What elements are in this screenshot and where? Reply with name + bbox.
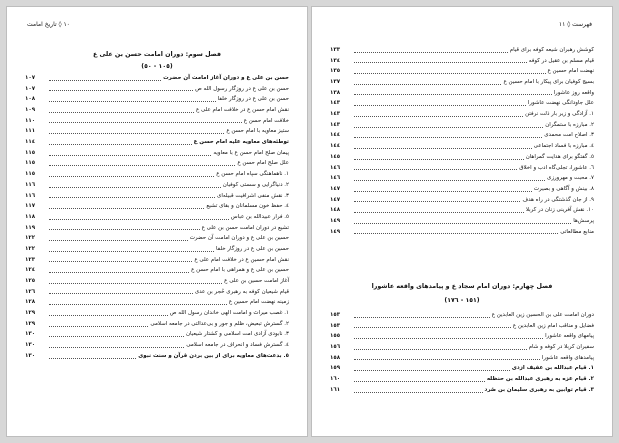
toc-entry-title: پیامدهای واقعه عاشورا: [541, 354, 594, 361]
dot-leader: [49, 196, 215, 198]
dot-leader: [354, 358, 540, 360]
dot-leader: [354, 147, 532, 149]
toc-entry: [330, 77, 594, 88]
toc-entry-page-number: ١٣٠: [25, 331, 36, 338]
toc-entry-page-number: ١٢٥: [25, 278, 36, 285]
toc-entry-page-number: ١١٦: [25, 181, 36, 188]
toc-entry-title: ١٠. نقش آفرینی زنان در کربلا: [525, 207, 594, 214]
toc-entry-page-number: ١١٦: [25, 192, 36, 199]
toc-entry: [25, 73, 289, 84]
toc-entry-page-number: ١٤٩: [330, 217, 341, 224]
toc-entry-page-number: ١٥٦: [330, 344, 341, 351]
toc-entry: [25, 319, 289, 330]
toc-entry: [330, 195, 594, 206]
toc-entry-page-number: ١٤٧: [330, 196, 341, 203]
dot-leader: [354, 232, 558, 234]
toc-entry-page-number: ١٣٠: [25, 342, 36, 349]
left-section-range: (١٠٥ - ٥٠): [141, 63, 173, 70]
toc-entry-title: نقش امام حسین ع در خلافت امام علی ع: [194, 256, 289, 263]
toc-entry-title: ٩. از جان گذشتگی در راه هدف: [522, 196, 594, 203]
toc-entry-page-number: ١٢٣: [25, 256, 36, 263]
toc-entry-page-number: ١٠٩: [25, 107, 36, 114]
toc-entry-page-number: ١٣٨: [330, 89, 341, 96]
toc-entry-title: کوشش رهبران شیعه کوفه برای قیام: [509, 46, 594, 53]
dot-leader: [354, 369, 510, 371]
toc-entry-title: ١. ناهماهنگی سپاه امام حسن ع: [216, 171, 289, 178]
toc-entry-title: پیمان صلح امام حسن ع با معاویه: [213, 149, 289, 156]
toc-entry-page-number: ١٤٥: [330, 153, 341, 160]
toc-entry-page-number: ١٤٦: [330, 175, 341, 182]
toc-entry-title: حسین بن علی ع در روزگار خلفا: [215, 245, 289, 252]
toc-entry-title: دوران امامت علی بن الحسین زین العابدین ع: [491, 311, 594, 318]
dot-leader: [49, 132, 224, 134]
dot-leader: [49, 218, 229, 220]
toc-entry-page-number: ١٤٧: [330, 185, 341, 192]
toc-entry-page-number: ١٥٩: [330, 365, 341, 372]
toc-entry-page-number: ١٤٤: [330, 143, 341, 150]
toc-entry: [25, 169, 289, 180]
toc-entry-page-number: ١٤٩: [330, 228, 341, 235]
toc-entry: [25, 137, 289, 148]
toc-entry-title: سفیران کربلا در کوفه و شام: [528, 344, 594, 351]
toc-entry: [25, 308, 289, 319]
toc-entry-title: فضایل و مناقب امام زین العابدین ع: [512, 322, 594, 329]
toc-entry-page-number: ١٤٤: [330, 132, 341, 139]
toc-entry-page-number: ١٥٣: [330, 322, 341, 329]
toc-entry-page-number: ١٠٧: [25, 85, 36, 92]
toc-entry: [330, 216, 594, 227]
toc-entry: [25, 330, 289, 341]
toc-entry: [25, 351, 289, 362]
dot-leader: [354, 104, 526, 106]
toc-entry-page-number: ١٦١: [330, 386, 341, 393]
toc-entry-title: ٢. گسترش تبعیض، ظلم و جور و بی‌عدالتی در جامعه اسلامی: [150, 320, 289, 327]
toc-entry-page-number: ١٢٩: [25, 310, 36, 317]
toc-entry-title: ٢. قیام عزه به رهبری عبدالله بن حنظله: [486, 376, 594, 383]
toc-entry-page-number: ١٢٢: [25, 235, 36, 242]
dot-leader: [354, 316, 490, 318]
toc-entry-page-number: ١٤٦: [330, 164, 341, 171]
dot-leader: [49, 143, 192, 145]
toc-entry-title: ٢. دنیاگرایی و سستی کوفیان: [222, 181, 289, 188]
toc-entry: [25, 340, 289, 351]
dot-leader: [49, 346, 184, 348]
toc-entry-title: ٥. بدعت‌های معاویه برای از بین بردن قرآن و سنت نبوی: [138, 352, 289, 359]
toc-entry-title: آغاز امامت حسین بن علی ع: [224, 278, 289, 285]
toc-entry: [330, 141, 594, 152]
toc-entry-title: ٣. نابودی آزادی امت اسلامی و کشتار شیعیان: [185, 331, 289, 338]
toc-entry: [25, 159, 289, 170]
dot-leader: [354, 211, 524, 213]
toc-entry-title: ٢. مبارزه با ستمگران: [545, 121, 594, 128]
toc-entry-page-number: ١٣٠: [25, 352, 36, 359]
dot-leader: [49, 228, 200, 230]
toc-entry-title: خلافت امام حسن ع: [243, 117, 289, 124]
toc-entry-title: قیام شیعیان کوفه به رهبری حُجر بن عدی: [194, 288, 289, 295]
toc-entry-title: ٤. مبارزه با فساد اجتماعی: [533, 143, 594, 150]
dot-leader: [354, 179, 545, 181]
toc-entry-page-number: ١٥٨: [330, 354, 341, 361]
dot-leader: [354, 380, 485, 382]
toc-entry: [25, 201, 289, 212]
toc-entry-page-number: ١٠٧: [25, 74, 36, 81]
toc-entry-page-number: ١٥٣: [330, 311, 341, 318]
dot-leader: [354, 158, 524, 160]
toc-entry-title: زمینه نهضت امام حسین ع: [228, 299, 289, 306]
toc-entry-page-number: ١٥٥: [330, 333, 341, 340]
dot-leader: [49, 271, 189, 273]
left-toc-list: [25, 73, 289, 362]
toc-entry-title: قیام مسلم بن عقیل در کوفه: [528, 57, 594, 64]
toc-entry-title: علل صلح امام حسن ع: [237, 160, 289, 167]
dot-leader: [354, 190, 532, 192]
dot-leader: [354, 51, 508, 53]
toc-entry: [25, 105, 289, 116]
toc-entry: [25, 233, 289, 244]
toc-entry-title: ٤. گسترش فساد و انحراف در جامعه اسلامی: [186, 342, 289, 349]
toc-entry-title: پرسش‌ها: [573, 217, 594, 224]
toc-entry: [25, 212, 289, 223]
dot-leader: [354, 168, 517, 170]
toc-entry-title: بسیج کوفیان برای پیکار با امام حسین ع: [503, 79, 594, 86]
dot-leader: [49, 303, 227, 305]
toc-entry: [25, 255, 289, 266]
left-page-header: ١٠ ◊ تاریخ امامت: [27, 21, 70, 28]
toc-entry: [25, 191, 289, 202]
toc-entry: [330, 66, 594, 77]
dot-leader: [354, 72, 546, 74]
toc-entry-title: ٣. قیام توابین به رهبری سلیمان بن صُرد: [484, 386, 594, 393]
toc-entry-title: حسین بن علی ع و دوران امامت آن حضرت: [189, 235, 289, 242]
toc-entry-page-number: ١٣٧: [330, 79, 341, 86]
toc-entry-page-number: ١١٨: [25, 213, 36, 220]
toc-entry-title: نهضت امام حسین ع: [547, 68, 594, 75]
toc-entry-title: تشیع در دوران امامت حسن بن علی ع: [201, 224, 289, 231]
toc-entry-page-number: ١٤٣: [330, 121, 341, 128]
toc-entry: [330, 310, 594, 321]
dot-leader: [354, 337, 543, 339]
toc-entry-title: ١. آزادگی و زیر بار ذلت نرفتن: [525, 111, 594, 118]
right-toc-list-bottom: [330, 310, 594, 396]
toc-entry: [330, 163, 594, 174]
dot-leader: [354, 348, 527, 350]
dot-leader: [354, 61, 527, 63]
toc-entry-page-number: ١٣٥: [330, 68, 341, 75]
toc-entry-title: منابع مطالعاتی: [560, 228, 594, 235]
toc-entry-page-number: ١١٩: [25, 224, 36, 231]
toc-entry-page-number: ١٤٨: [330, 207, 341, 214]
toc-entry-title: توطئه‌های معاویه علیه امام حسن ع: [193, 139, 289, 146]
dot-leader: [49, 111, 194, 113]
toc-entry: [330, 45, 594, 56]
right-section-title: فصل چهارم: دوران امام سجاد ع و پیامدهای واقعه عاشورا: [371, 283, 553, 290]
toc-entry-page-number: ١٠٨: [25, 96, 36, 103]
dot-leader: [49, 121, 242, 123]
toc-entry: [25, 180, 289, 191]
dot-leader: [49, 154, 211, 156]
toc-entry-title: ١. غصب میراث و امامت الهی خاندان رسول الله ص: [169, 310, 289, 317]
toc-entry: [25, 116, 289, 127]
toc-entry: [330, 173, 594, 184]
toc-entry: [330, 353, 594, 364]
dot-leader: [49, 175, 214, 177]
toc-entry: [330, 56, 594, 67]
toc-entry-title: پیامهای واقعه عاشورا: [545, 333, 594, 340]
toc-entry: [330, 131, 594, 142]
dot-leader: [49, 357, 136, 359]
dot-leader: [49, 260, 192, 262]
toc-entry-page-number: ١٢٢: [25, 245, 36, 252]
dot-leader: [49, 292, 193, 294]
toc-entry-page-number: ١٦٠: [330, 376, 341, 383]
toc-entry-title: علل جاودانگی نهضت عاشورا: [527, 100, 594, 107]
toc-entry-page-number: ١٣٣: [330, 46, 341, 53]
right-toc-list-top: [330, 45, 594, 237]
toc-entry-page-number: ١١٥: [25, 171, 36, 178]
toc-entry: [330, 342, 594, 353]
toc-entry-page-number: ١٢٦: [25, 288, 36, 295]
dot-leader: [49, 239, 188, 241]
toc-entry: [330, 331, 594, 342]
toc-entry: [330, 227, 594, 238]
toc-entry-title: حسن بن علی ع در روزگار خلفا: [217, 96, 289, 103]
toc-entry-title: ٣. نقش منفی اشرافیت قبیله‌ای: [217, 192, 289, 199]
toc-entry: [330, 374, 594, 385]
toc-entry: [330, 321, 594, 332]
dot-leader: [49, 207, 204, 209]
toc-entry-page-number: ١١٥: [25, 149, 36, 156]
toc-entry-page-number: ١١٥: [25, 160, 36, 167]
dot-leader: [354, 391, 483, 393]
dot-leader: [354, 115, 523, 117]
toc-entry-title: حسن بن علی ع و دوران آغاز امامت آن حضرت: [163, 74, 289, 81]
toc-entry-title: ٨. بینش و آگاهی و بصیرت: [533, 185, 594, 192]
toc-entry-page-number: ١١٧: [25, 203, 36, 210]
toc-entry: [330, 205, 594, 216]
toc-entry: [25, 287, 289, 298]
right-page: [311, 6, 613, 437]
toc-entry-page-number: ١١١: [25, 128, 36, 135]
toc-entry: [25, 148, 289, 159]
toc-entry: [25, 94, 289, 105]
toc-entry: [25, 276, 289, 287]
toc-entry: [330, 98, 594, 109]
toc-entry: [25, 126, 289, 137]
toc-entry: [25, 223, 289, 234]
dot-leader: [354, 83, 501, 85]
toc-entry: [25, 265, 289, 276]
toc-entry: [330, 109, 594, 120]
toc-entry-page-number: ١١٠: [25, 117, 36, 124]
toc-entry-title: نقش امام حسن ع در خلافت امام علی ع: [196, 107, 289, 114]
toc-entry-title: ٤. حفظ خون مسلمانان و بقای تشیع: [206, 203, 289, 210]
dot-leader: [49, 164, 235, 166]
toc-entry: [25, 297, 289, 308]
dot-leader: [49, 186, 221, 188]
dot-leader: [354, 326, 511, 328]
dot-leader: [354, 200, 520, 202]
dot-leader: [49, 250, 214, 252]
toc-entry-title: ٧. محبت و مهرورزی: [547, 175, 594, 182]
toc-entry-title: ٥. فرار عبیدالله بن عباس: [230, 213, 289, 220]
toc-entry-title: ١. قیام عبدالله بن عفیف ازدی: [511, 365, 594, 372]
dot-leader: [354, 136, 542, 138]
toc-entry-title: ٥. گفتگو برای هدایت گمراهان: [525, 153, 594, 160]
toc-entry: [25, 244, 289, 255]
dot-leader: [49, 79, 161, 81]
toc-entry: [330, 184, 594, 195]
dot-leader: [49, 89, 193, 91]
toc-entry-page-number: ١١٤: [25, 139, 36, 146]
toc-entry-title: ٣. اصلاح امت محمدی: [544, 132, 594, 139]
dot-leader: [49, 314, 168, 316]
toc-entry-title: حسن بن علی ع در روزگار رسول الله ص: [195, 85, 289, 92]
toc-entry-page-number: ١٢٤: [25, 267, 36, 274]
toc-entry: [25, 84, 289, 95]
dot-leader: [49, 325, 148, 327]
toc-entry-title: واقعه روز عاشورا: [553, 89, 594, 96]
toc-entry-page-number: ١٢٩: [25, 320, 36, 327]
dot-leader: [49, 335, 184, 337]
toc-entry-page-number: ١٤٣: [330, 100, 341, 107]
toc-entry: [330, 363, 594, 374]
toc-entry-page-number: ١٤٣: [330, 111, 341, 118]
right-section-range: (١٥١ - ١٧٦): [444, 297, 480, 304]
dot-leader: [49, 282, 222, 284]
toc-entry: [330, 120, 594, 131]
dot-leader: [49, 100, 216, 102]
dot-leader: [354, 222, 571, 224]
toc-entry-title: ٦. عاشورا، تجلی‌گاه ادب و اخلاق: [519, 164, 594, 171]
left-section-title: فصل سوم: دوران امامت حسن بن علی ع: [92, 51, 222, 58]
dot-leader: [354, 126, 543, 128]
toc-entry: [330, 152, 594, 163]
toc-entry: [330, 385, 594, 396]
toc-entry-title: حسین بن علی ع و همراهی با امام حسن ع: [191, 267, 289, 274]
right-page-header: فهرست ◊ ١١: [558, 21, 592, 28]
toc-entry: [330, 88, 594, 99]
toc-entry-title: ستیز معاویه با امام حسن ع: [226, 128, 289, 135]
toc-entry-page-number: ١٢٨: [25, 299, 36, 306]
toc-entry-page-number: ١٣٤: [330, 57, 341, 64]
dot-leader: [354, 93, 552, 95]
left-page: [6, 6, 308, 437]
